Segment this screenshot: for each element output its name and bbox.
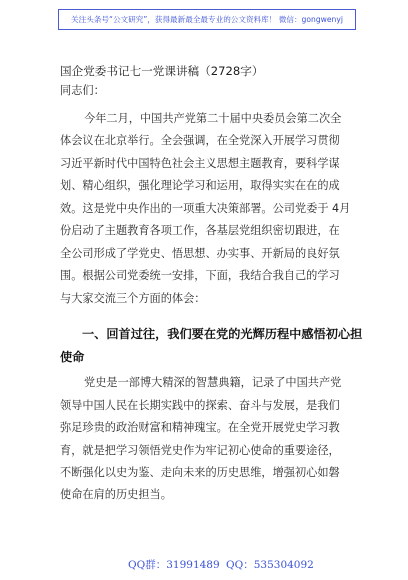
- paragraph-line: 今年二月，中国共产党第二十届中央委员会第二次全: [84, 112, 342, 125]
- qq-group: QQ群：31991489: [128, 559, 220, 571]
- paragraph-line: 不断强化以史为鉴、走向未来的历史思维，增强初心如磐: [60, 466, 340, 479]
- paragraph-line: 弥足珍贵的政治财富和精神瑰宝。在全党开展党史学习教: [60, 421, 340, 434]
- section-heading-cont: 使命: [60, 350, 85, 364]
- qq-contact: QQ：535304092: [226, 559, 314, 571]
- paragraph-line: 党史是一部博大精深的智慧典籍，记录了中国共产党: [84, 376, 342, 389]
- paragraph-line: 体会议在北京举行。全会强调，在全党深入开展学习贯彻: [60, 134, 340, 147]
- paragraph-line: 全公司形成了学党史、悟思想、办实事、开新局的良好氛: [60, 247, 340, 260]
- paragraph-line: 份启动了主题教育各项工作，各基层党组织密切跟进，在: [60, 224, 340, 237]
- paragraph-line: 划、精心组织，强化理论学习和运用，取得实实在在的成: [60, 179, 340, 192]
- paragraph-line: 育，就是把学习领悟党史作为牢记初心使命的重要途径，: [60, 444, 340, 457]
- paragraph-line: 使命在肩的历史担当。: [60, 488, 172, 501]
- paragraph-line: 领导中国人民在长期实践中的探索、奋斗与发展，是我们: [60, 399, 340, 412]
- section-heading: 一、回首过往，我们要在党的光辉历程中感悟初心担: [82, 327, 363, 341]
- salutation: 同志们：: [60, 84, 105, 97]
- paragraph-line: 与大家交流三个方面的体会：: [60, 292, 206, 305]
- paragraph-line: 效。这是党中央作出的一项重大决策部署。公司党委于 4月: [60, 202, 351, 215]
- promo-banner: 关注头条号“公文研究”，获得最新最全最专业的公文资料库！ 微信：gongwenyj: [58, 9, 356, 30]
- paragraph-line: 习近平新时代中国特色社会主义思想主题教育，要科学谋: [60, 157, 340, 170]
- document-title: 国企党委书记七一党课讲稿（2728字）: [60, 64, 264, 78]
- paragraph-line: 围。根据公司党委统一安排，下面，我结合我自己的学习: [60, 269, 340, 282]
